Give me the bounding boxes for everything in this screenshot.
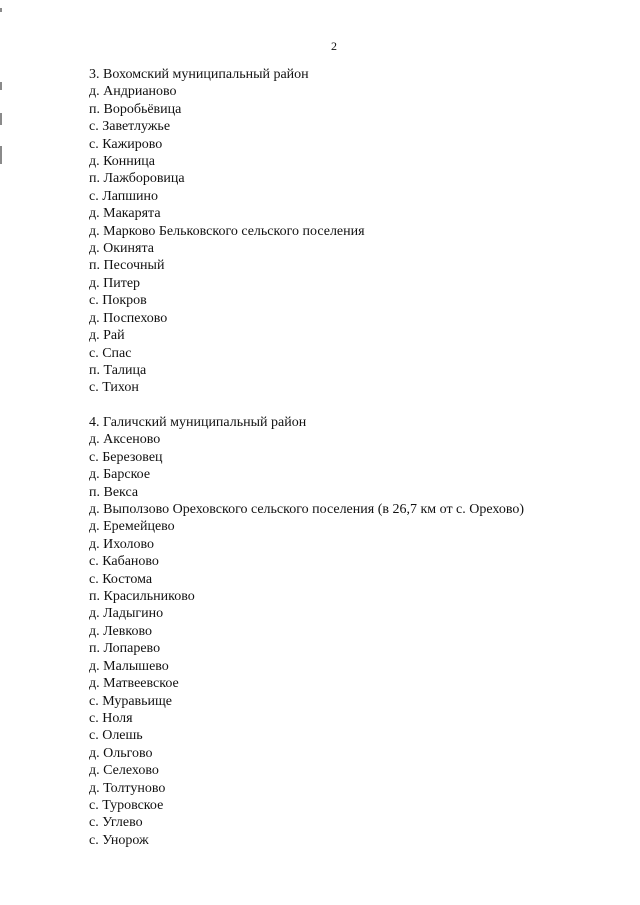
list-item: с. Олешь: [89, 728, 143, 744]
list-item: с. Березовец: [89, 449, 163, 465]
section-heading: 4. Галичский муниципальный район: [89, 415, 307, 430]
list-item: п. Песочный: [89, 258, 165, 274]
list-item: д. Ладыгино: [89, 606, 164, 622]
list-item: д. Ольгово: [89, 745, 153, 761]
list-item: д. Макарята: [89, 206, 161, 222]
list-item: д. Толтуново: [89, 780, 166, 796]
list-item: с. Углево: [89, 815, 143, 831]
list-item: с. Спас: [89, 345, 132, 361]
list-item: д. Питер: [89, 275, 141, 291]
list-item: п. Талица: [89, 362, 147, 378]
list-item: с. Лапшино: [89, 188, 158, 204]
section-galichsky: [89, 414, 524, 849]
list-item: д. Марково Бельковского сельского поселения: [89, 223, 365, 239]
list-item: с. Заветлужье: [89, 119, 171, 135]
list-item: д. Конница: [89, 154, 155, 170]
list-item: д. Рай: [89, 328, 125, 344]
list-item: д. Андрианово: [89, 84, 177, 100]
list-item: с. Муравьище: [89, 693, 173, 709]
list-item: с. Кажирово: [89, 136, 163, 152]
list-item: п. Воробьёвица: [89, 101, 182, 117]
scan-mark: [0, 8, 2, 12]
list-item: с. Туровское: [89, 797, 164, 813]
list-item: д. Еремейцево: [89, 519, 175, 535]
list-item: с. Унорож: [89, 832, 149, 848]
scan-mark: [0, 113, 2, 125]
list-item: д. Левково: [89, 623, 152, 639]
list-item: д. Окинята: [89, 241, 154, 257]
list-item: д. Матвеевское: [89, 676, 179, 692]
list-item: д. Селехово: [89, 763, 159, 779]
list-item: с. Ноля: [89, 710, 133, 726]
list-item: с. Тихон: [89, 380, 139, 396]
section-heading: 3. Вохомский муниципальный район: [89, 67, 309, 82]
list-item: п. Лопарево: [89, 641, 161, 657]
list-item: д. Барское: [89, 467, 151, 483]
list-item: с. Кабаново: [89, 554, 159, 570]
list-item: п. Векса: [89, 484, 139, 500]
list-item: д. Ихолово: [89, 536, 155, 552]
list-item: д. Малышево: [89, 658, 169, 674]
list-item: с. Костома: [89, 571, 153, 587]
list-item: с. Покров: [89, 293, 147, 309]
list-item: д. Выползово Ореховского сельского поселения (в 26,7 км от с. Орехово): [89, 502, 525, 518]
scan-mark: [0, 146, 2, 164]
list-item: п. Красильниково: [89, 589, 195, 605]
list-item: д. Поспехово: [89, 310, 168, 326]
scan-mark: [0, 82, 2, 90]
page-number: 2: [331, 39, 337, 53]
list-item: п. Лажборовица: [89, 171, 185, 187]
list-item: д. Аксеново: [89, 432, 161, 448]
section-vokhomsky: [89, 66, 365, 397]
